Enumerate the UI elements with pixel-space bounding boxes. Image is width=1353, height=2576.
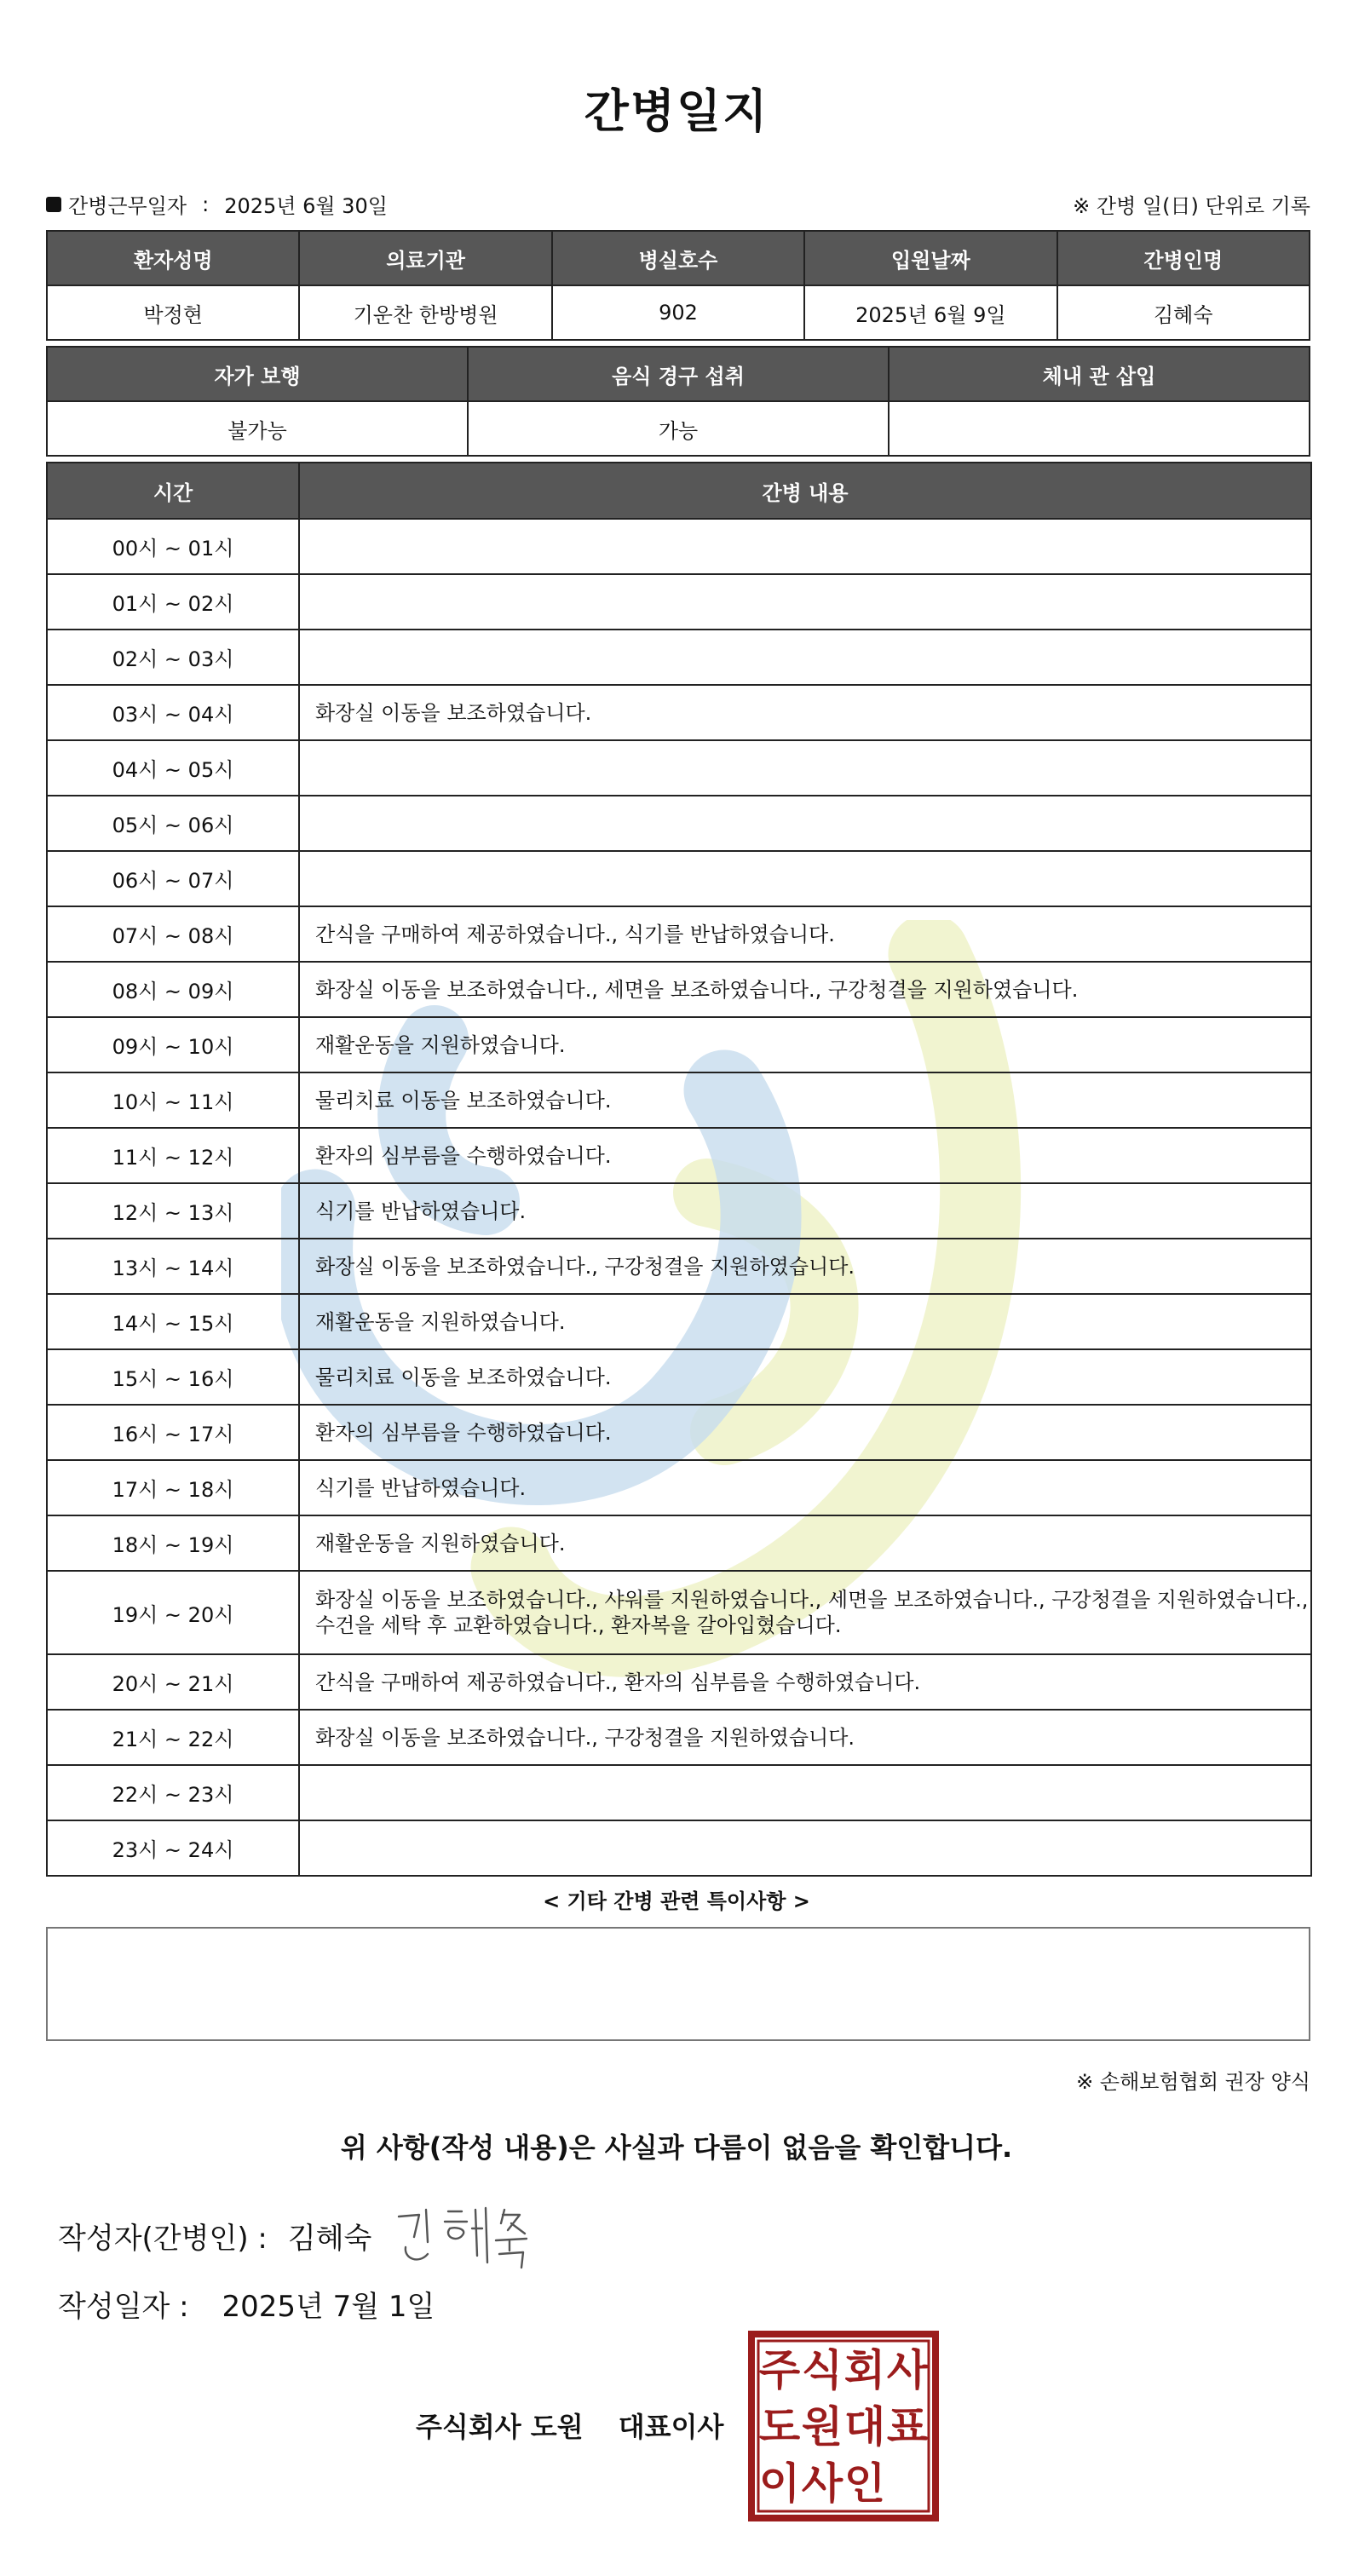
patient-status-value-row xyxy=(47,401,1310,456)
written-date-line xyxy=(58,2283,435,2325)
care-log-row xyxy=(47,1349,1311,1405)
care-log-time: 07시 ~ 08시 xyxy=(47,906,299,962)
company-line xyxy=(416,2406,723,2445)
care-log-time: 13시 ~ 14시 xyxy=(47,1239,299,1294)
header-care-content: 간병 내용 xyxy=(299,463,1311,519)
care-log-row xyxy=(47,1239,1311,1294)
work-date xyxy=(46,189,388,219)
care-log-time: 16시 ~ 17시 xyxy=(47,1405,299,1460)
care-log-content xyxy=(299,1820,1311,1876)
writer-line xyxy=(58,2215,371,2257)
care-log-content: 화장실 이동을 보조하였습니다., 샤워를 지원하였습니다., 세면을 보조하였습니다., 구강청결을 지원하였습니다., 수건을 세탁 후 교환하였습니다., 환자복을 갈아입혔습니다. xyxy=(299,1571,1311,1654)
seal-glyph: 회 xyxy=(843,2345,886,2395)
care-log-time: 00시 ~ 01시 xyxy=(47,519,299,574)
confirmation-statement: 위 사항(작성 내용)은 사실과 다름이 없음을 확인합니다. xyxy=(340,2131,1013,2164)
care-log-header-row xyxy=(47,463,1311,519)
header-admission-date: 입원날짜 xyxy=(804,231,1056,285)
care-log-row xyxy=(47,740,1311,796)
header-time: 시간 xyxy=(47,463,299,519)
self-walking: 불가능 xyxy=(47,401,468,456)
care-log-content: 물리치료 이동을 보조하였습니다. xyxy=(299,1072,1311,1128)
care-log-table xyxy=(46,462,1312,1877)
seal-glyph: 표 xyxy=(886,2402,929,2452)
patient-info-value-row xyxy=(47,285,1310,340)
care-log-time: 06시 ~ 07시 xyxy=(47,851,299,906)
care-log-time: 10시 ~ 11시 xyxy=(47,1072,299,1128)
care-log-row xyxy=(47,1654,1311,1710)
care-log-content: 식기를 반납하였습니다. xyxy=(299,1183,1311,1239)
care-log-content xyxy=(299,630,1311,685)
care-log-content: 식기를 반납하였습니다. xyxy=(299,1460,1311,1515)
care-log-time: 18시 ~ 19시 xyxy=(47,1515,299,1571)
care-log-row xyxy=(47,1765,1311,1820)
seal-glyph: 이 xyxy=(758,2458,801,2509)
record-unit-note: ※ 간병 일(日) 단위로 기록 xyxy=(1073,194,1310,218)
seal-glyph: 원 xyxy=(801,2402,843,2452)
remarks-box xyxy=(46,1927,1310,2041)
patient-info-header-row xyxy=(47,231,1310,285)
document-title: 간병일지 xyxy=(584,84,769,138)
care-log-row xyxy=(47,1405,1311,1460)
care-log-row xyxy=(47,1710,1311,1765)
source-note: ※ 손해보험협회 권장 양식 xyxy=(1076,2070,1310,2094)
oral-intake: 가능 xyxy=(468,401,889,456)
care-log-time: 22시 ~ 23시 xyxy=(47,1765,299,1820)
seal-glyph: 사 xyxy=(801,2458,843,2509)
care-log-content: 환자의 심부름을 수행하였습니다. xyxy=(299,1128,1311,1183)
square-bullet-icon xyxy=(46,197,61,212)
care-log-content: 물리치료 이동을 보조하였습니다. xyxy=(299,1349,1311,1405)
care-log-time: 21시 ~ 22시 xyxy=(47,1710,299,1765)
care-log-time: 04시 ~ 05시 xyxy=(47,740,299,796)
care-log-content: 재활운동을 지원하였습니다. xyxy=(299,1294,1311,1349)
written-date-label: 작성일자 : xyxy=(58,2290,189,2324)
company-representative: 대표이사 xyxy=(618,2411,724,2443)
header-oral-intake: 음식 경구 섭취 xyxy=(468,347,889,401)
patient-status-header-row xyxy=(47,347,1310,401)
care-log-row xyxy=(47,1460,1311,1515)
seal-glyph: 사 xyxy=(886,2345,929,2395)
care-log-content xyxy=(299,519,1311,574)
care-log-content: 화장실 이동을 보조하였습니다., 구강청결을 지원하였습니다. xyxy=(299,1239,1311,1294)
care-log-time: 20시 ~ 21시 xyxy=(47,1654,299,1710)
meta-row xyxy=(46,189,1310,218)
care-log-time: 11시 ~ 12시 xyxy=(47,1128,299,1183)
tube-insertion xyxy=(889,401,1310,456)
admission-date: 2025년 6월 9일 xyxy=(804,285,1056,340)
care-log-time: 01시 ~ 02시 xyxy=(47,574,299,630)
care-log-time: 23시 ~ 24시 xyxy=(47,1820,299,1876)
handwritten-signature xyxy=(394,2203,538,2273)
care-log-content xyxy=(299,851,1311,906)
patient-status-table xyxy=(46,346,1310,457)
care-log-row xyxy=(47,630,1311,685)
care-log-content: 화장실 이동을 보조하였습니다. xyxy=(299,685,1311,740)
care-log-content: 간식을 구매하여 제공하였습니다., 식기를 반납하였습니다. xyxy=(299,906,1311,962)
care-log-row xyxy=(47,1571,1311,1654)
work-date-label: 간병근무일자 xyxy=(68,194,187,218)
care-log-time: 05시 ~ 06시 xyxy=(47,796,299,851)
care-log-time: 19시 ~ 20시 xyxy=(47,1571,299,1654)
care-log-time: 09시 ~ 10시 xyxy=(47,1017,299,1072)
hospital: 기운찬 한방병원 xyxy=(299,285,551,340)
work-date-value: 2025년 6월 30일 xyxy=(224,194,388,218)
seal-glyph: 인 xyxy=(843,2458,886,2509)
care-log-content: 화장실 이동을 보조하였습니다., 구강청결을 지원하였습니다. xyxy=(299,1710,1311,1765)
care-log-content xyxy=(299,1765,1311,1820)
care-log-content xyxy=(299,740,1311,796)
header-self-walking: 자가 보행 xyxy=(47,347,468,401)
care-log-content: 간식을 구매하여 제공하였습니다., 환자의 심부름을 수행하였습니다. xyxy=(299,1654,1311,1710)
seal-glyph: 도 xyxy=(758,2402,801,2452)
writer-name: 김혜숙 xyxy=(287,2222,372,2256)
header-room-number: 병실호수 xyxy=(552,231,804,285)
care-log-time: 03시 ~ 04시 xyxy=(47,685,299,740)
care-log-row xyxy=(47,1820,1311,1876)
caregiver-name: 김혜숙 xyxy=(1057,285,1310,340)
care-log-time: 08시 ~ 09시 xyxy=(47,962,299,1017)
writer-label: 작성자(간병인) : xyxy=(58,2222,268,2256)
seal-glyph: 주 xyxy=(758,2345,801,2395)
care-log-content: 재활운동을 지원하였습니다. xyxy=(299,1515,1311,1571)
care-log-row xyxy=(47,1515,1311,1571)
care-log-time: 17시 ~ 18시 xyxy=(47,1460,299,1515)
room-number: 902 xyxy=(552,285,804,340)
care-log-row xyxy=(47,1017,1311,1072)
care-log-time: 15시 ~ 16시 xyxy=(47,1349,299,1405)
care-log-body xyxy=(47,519,1311,1876)
care-log-row xyxy=(47,906,1311,962)
header-caregiver-name: 간병인명 xyxy=(1057,231,1310,285)
seal-glyph: 식 xyxy=(801,2345,843,2395)
work-date-colon: : xyxy=(202,192,210,216)
care-log-row xyxy=(47,1128,1311,1183)
patient-info-table xyxy=(46,230,1310,341)
care-log-time: 12시 ~ 13시 xyxy=(47,1183,299,1239)
header-hospital: 의료기관 xyxy=(299,231,551,285)
header-patient-name: 환자성명 xyxy=(47,231,299,285)
written-date-value: 2025년 7월 1일 xyxy=(222,2290,435,2324)
care-log-content: 재활운동을 지원하였습니다. xyxy=(299,1017,1311,1072)
care-log-time: 14시 ~ 15시 xyxy=(47,1294,299,1349)
care-log-content: 환자의 심부름을 수행하였습니다. xyxy=(299,1405,1311,1460)
care-log-row xyxy=(47,1183,1311,1239)
care-log-row xyxy=(47,574,1311,630)
care-log-row xyxy=(47,962,1311,1017)
care-log-row xyxy=(47,1294,1311,1349)
care-log-time: 02시 ~ 03시 xyxy=(47,630,299,685)
care-log-content: 화장실 이동을 보조하였습니다., 세면을 보조하였습니다., 구강청결을 지원하였습니다. xyxy=(299,962,1311,1017)
care-log-row xyxy=(47,796,1311,851)
care-log-row xyxy=(47,685,1311,740)
seal-glyph: 대 xyxy=(843,2402,886,2452)
header-tube-insertion: 체내 관 삽입 xyxy=(889,347,1310,401)
company-name: 주식회사 도원 xyxy=(416,2411,584,2443)
care-log-content xyxy=(299,574,1311,630)
care-log-row xyxy=(47,1072,1311,1128)
care-log-row xyxy=(47,851,1311,906)
remarks-title: < 기타 간병 관련 특이사항 > xyxy=(543,1889,810,1913)
company-seal xyxy=(748,2331,939,2521)
care-log-content xyxy=(299,796,1311,851)
patient-name: 박정현 xyxy=(47,285,299,340)
care-log-row xyxy=(47,519,1311,574)
